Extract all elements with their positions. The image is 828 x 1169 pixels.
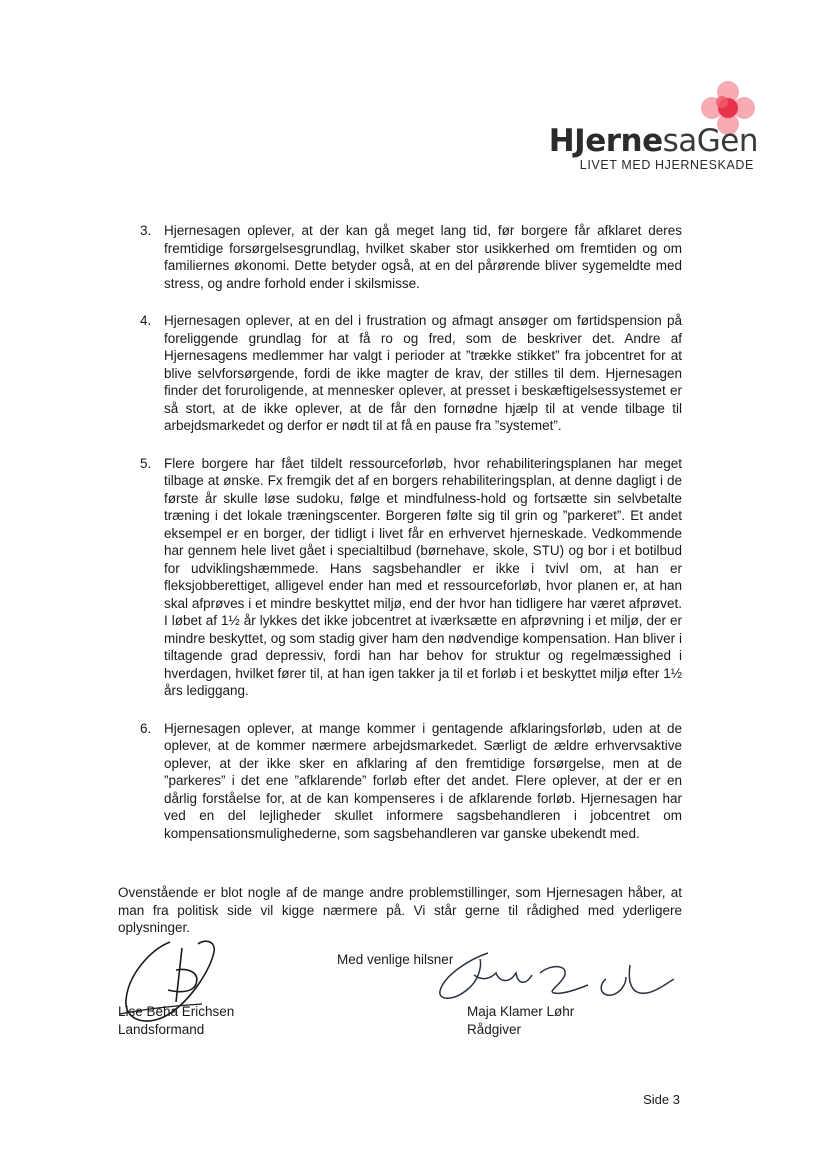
logo-tagline: LIVET MED HJERNESKADE: [579, 158, 754, 172]
greeting: Med venlige hilsner: [337, 952, 454, 967]
list-item-text: Hjernesagen oplever, at mange kommer i gentagende afklaringsforløb, uden at de oplever, at de kommer nærmere arbejdsmarkedet. Særligt de ældre erhvervsaktive oplever, at der ikke sker en afklaring af den fremtidige forsørgelse, men at de ”parkeres” i det ene ”afklarende” forløb efter det andet. Flere oplever, at der er en dårlig forståelse for, at de kan kompenseres i de afklarende forløb. Hjernesagen har ved en del lejligheder skullet informere sagsbehandleren i jobcentret om kompensationsmulighederne, som sagsbehandleren var ganske ubekendt med.: [164, 720, 682, 841]
logo-wordmark: [548, 123, 758, 159]
hjernesagen-logo: [508, 78, 758, 173]
signatory-name: Lise Beha Erichsen: [118, 1004, 235, 1019]
signatory-title: Rådgiver: [467, 1022, 522, 1037]
list-item: [118, 455, 682, 700]
list-item-text: Hjernesagen oplever, at der kan gå meget lang tid, før borgere får afklaret deres fremtidige forsørgelsesgrundlag, hvilket skaber stor usikkerhed om fremtiden og om familiernes økonomi. Dette betyder også, at en del pårørende bliver sygemeldte med stress, og andre forhold ender i skilsmisse.: [164, 223, 682, 291]
list-item: [118, 222, 682, 292]
list-item-number: 4.: [140, 313, 152, 328]
closing-paragraph: Ovenstående er blot nogle af de mange andre problemstillinger, som Hjernesagen håber, at man fra politisk side vil kigge nærmere på. Vi står gerne til rådighed med yderligere oplysninger.: [118, 885, 682, 935]
list-item-number: 6.: [140, 720, 152, 736]
logo-word-bold: HJerne: [548, 123, 663, 159]
list-item-number: 5.: [140, 455, 152, 471]
signatory-title: Landsformand: [118, 1022, 205, 1037]
page-number: Side 3: [643, 1092, 680, 1107]
signatory-name: Maja Klamer Løhr: [467, 1004, 575, 1019]
list-item-text: Hjernesagen oplever, at en del i frustration og afmagt ansøger om førtidspension på foreliggende grundlag for at få ro og fred, som de beskriver det. Andre af Hjernesagens medlemmer har valgt i perioder at ”trække stikket” fra jobcentret for at blive selvforsørgende, fordi de ikke magter de krav, der stilles til dem. Hjernesagen finder det foruroligende, at mennesker oplever, at presset i beskæftigelsessystemet er så stort, at de ikke oplever, at de får den fornødne hjælp til at vende tilbage til arbejdsmarkedet og derfor er nødt til at få en pause fra ”systemet”.: [164, 313, 682, 433]
signatory-left: [118, 1003, 234, 1039]
numbered-list: [118, 222, 682, 862]
signatory-right: [467, 1003, 574, 1039]
logo-word-light: saGen: [662, 123, 758, 159]
list-item-number: 3.: [140, 223, 152, 238]
list-item-text: Flere borgere har fået tildelt ressourceforløb, hvor rehabiliteringsplanen har meget tilbage at ønske. Fx fremgik det af en borgers rehabiliteringsplan, at denne dagligt i de første år skulle løse sudoku, følge et mindfulness-hold og fortsætte sin selvbetalte træning i det lokale træningscenter. Borgeren følte sig til grin og ”parkeret”. Et andet eksempel er en borger, der tidligt i livet får en erhvervet hjerneskade. Vedkommende har gennem hele livet gået i specialtilbud (børnehave, skole, STU) og bor i et botilbud for udviklingshæmmede. Hans sagsbehandler er ikke i tvivl om, at han er fleksjobberettiget, alligevel ender han med et ressourceforløb, hvor planen er, at han skal afprøves i et mindre beskyttet miljø, end der hvor han tidligere har været afprøvet. I løbet af 1½ år lykkes det ikke jobcentret at iværksætte en afprøvning i et miljø, der er mindre beskyttet, og som stadig giver ham den nødvendige kompensation. Han bliver i tiltagende grad depressiv, fordi han har behov for struktur og regelmæssighed i hverdagen, hvilket fører til, at han igen takker ja til et forløb i et beskyttet miljø efter 1½ års lediggang.: [164, 455, 682, 698]
list-item: [118, 720, 682, 843]
list-item: [118, 312, 682, 435]
